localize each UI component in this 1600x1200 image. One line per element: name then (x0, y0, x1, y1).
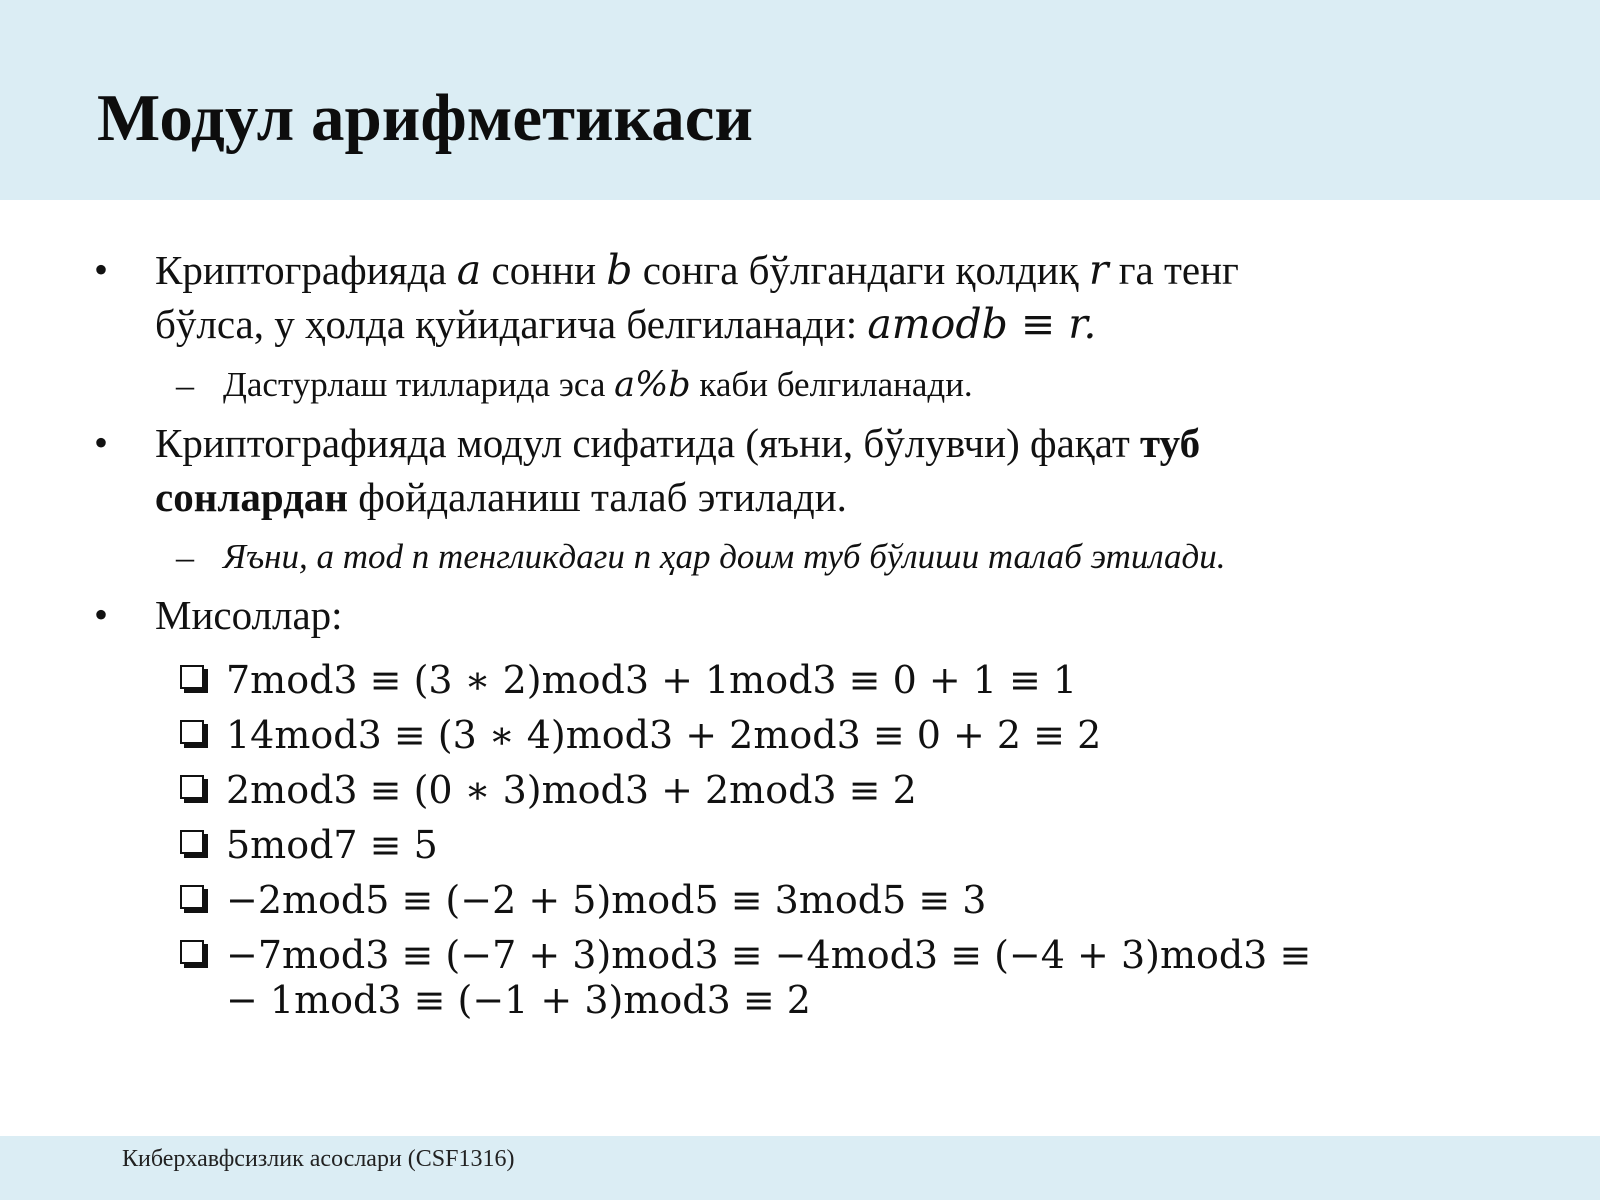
bullet-1-sub (223, 362, 973, 408)
math-formula: amodb ≡ r. (867, 300, 1097, 348)
bullet-2-sub: Яъни, a mod n тенгликдаги n ҳар доим туб бўлиши талаб этилади. (223, 537, 1226, 576)
example-4: 5mod7 ≡ 5 (226, 823, 438, 867)
example-2: 14mod3 ≡ (3 ∗ 4)mod3 + 2mod3 ≡ 0 + 2 ≡ 2 (226, 713, 1102, 757)
footer-course-name: Киберхавфсизлик асослари (CSF1316) (122, 1146, 515, 1172)
examples-label: Мисоллар: (155, 592, 343, 638)
text: Криптографияда (155, 247, 457, 293)
example-5: −2mod5 ≡ (−2 + 5)mod5 ≡ 3mod5 ≡ 3 (226, 878, 987, 922)
bullet-dot: • (94, 247, 109, 292)
text: га тенг (1108, 247, 1239, 293)
math-var-r: r (1088, 246, 1109, 294)
bold-text: туб (1140, 420, 1201, 466)
math-var-b: b (606, 246, 633, 294)
example-6-continuation: − 1mod3 ≡ (−1 + 3)mod3 ≡ 2 (226, 978, 811, 1022)
checkbox-bullet (180, 940, 204, 964)
checkbox-bullet (180, 830, 204, 854)
sub-bullet-dash: – (176, 537, 194, 577)
text: каби белгиланади. (690, 365, 973, 404)
sub-bullet-dash: – (176, 365, 194, 405)
checkbox-bullet (180, 775, 204, 799)
checkbox-bullet (180, 665, 204, 689)
example-6: −7mod3 ≡ (−7 + 3)mod3 ≡ −4mod3 ≡ (−4 + 3)mod3 ≡ (226, 933, 1312, 977)
bullet-2-line-2 (155, 470, 847, 524)
text: фойдаланиш талаб этилади. (347, 474, 847, 520)
bullet-1-line-2 (155, 297, 1096, 351)
text: Дастурлаш тилларида эса (223, 365, 615, 404)
checkbox-bullet (180, 885, 204, 909)
text: бўлса, у ҳолда қуйидагича белгиланади: (155, 301, 868, 347)
example-1: 7mod3 ≡ (3 ∗ 2)mod3 + 1mod3 ≡ 0 + 1 ≡ 1 (226, 658, 1078, 702)
bullet-2-line-1 (155, 416, 1200, 470)
checkbox-bullet (180, 720, 204, 744)
bold-text: сонлардан (155, 474, 348, 520)
bullet-1-line-1 (155, 243, 1239, 297)
slide-title: Модул арифметикаси (97, 81, 754, 155)
math-formula: a%b (614, 365, 691, 405)
text: Криптографияда модул сифатида (яъни, бўлувчи) фақат (155, 420, 1141, 466)
example-3: 2mod3 ≡ (0 ∗ 3)mod3 + 2mod3 ≡ 2 (226, 768, 917, 812)
math-var-a: a (456, 246, 482, 294)
text: сонни (481, 247, 607, 293)
bullet-dot: • (94, 592, 109, 637)
bullet-dot: • (94, 420, 109, 465)
text: сонга бўлгандаги қолдиқ (632, 247, 1089, 293)
